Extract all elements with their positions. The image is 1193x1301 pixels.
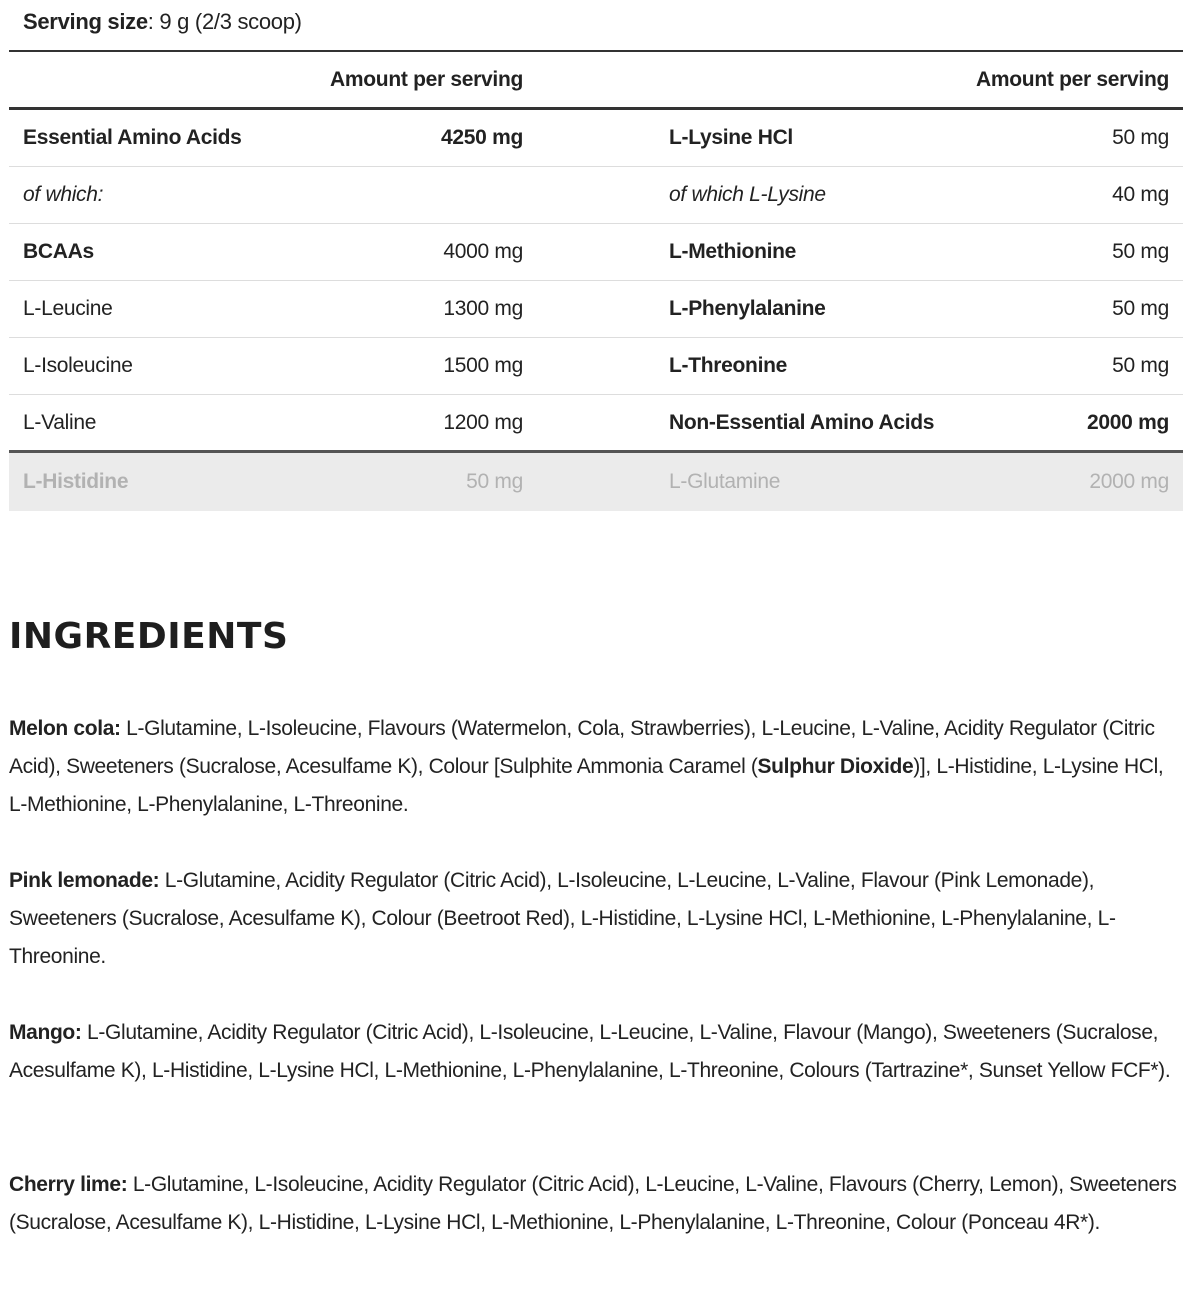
nutrient-amount: 50 mg: [1112, 354, 1169, 377]
nutrition-table: [9, 50, 1183, 511]
flavour-label: Mango:: [9, 1021, 82, 1044]
ingredient-paragraph: Mango: L-Glutamine, Acidity Regulator (Citric Acid), L-Isoleucine, L-Leucine, L-Valine, Flavour (Mango), Sweeteners (Sucralose, Acesulfame K), L-Histidine, L-Lysine HCl, L-Methionine, L-Phenylalanine, L-Threonine, Colours (Tartrazine*, Sunset Yellow FCF*).: [9, 1021, 1171, 1082]
table-row: [9, 281, 1183, 338]
nutrient-name: L-Glutamine: [669, 470, 781, 493]
nutrient-name: of which:: [23, 183, 104, 206]
serving-size-value: : 9 g (2/3 scoop): [147, 9, 302, 34]
flavour-label: Melon cola:: [9, 717, 121, 740]
nutrient-name: Essential Amino Acids: [23, 126, 242, 149]
table-row: [9, 395, 1183, 453]
nutrient-amount: 4000 mg: [443, 240, 523, 263]
flavour-label: Pink lemonade:: [9, 869, 160, 892]
nutrient-name: L-Phenylalanine: [669, 297, 826, 320]
ingredient-paragraph: Pink lemonade: L-Glutamine, Acidity Regulator (Citric Acid), L-Isoleucine, L-Leucine, L-Valine, Flavour (Pink Lemonade), Sweeteners (Sucralose, Acesulfame K), Colour (Beetroot Red), L-Histidine, L-Lysine HCl, L-Methionine, L-Phenylalanine, L-Threonine.: [9, 869, 1116, 968]
header-amount-right: Amount per serving: [976, 67, 1169, 91]
nutrient-name: BCAAs: [23, 240, 94, 263]
nutrient-amount: 1500 mg: [443, 354, 523, 377]
nutrient-amount: 40 mg: [1112, 183, 1169, 206]
table-row: [9, 224, 1183, 281]
ingredient-paragraph: Cherry lime: L-Glutamine, L-Isoleucine, Acidity Regulator (Citric Acid), L-Leucine, L-Valine, Flavours (Cherry, Lemon), Sweeteners (Sucralose, Acesulfame K), L-Histidine, L-Lysine HCl, L-Methionine, L-Phenylalanine, L-Threonine, Colour (Ponceau 4R*).: [9, 1173, 1177, 1234]
nutrient-amount: 1300 mg: [443, 297, 523, 320]
nutrient-name: L-Valine: [23, 410, 97, 434]
nutrient-name: L-Histidine: [23, 470, 129, 493]
nutrient-name: L-Isoleucine: [23, 354, 133, 377]
nutrient-name: L-Methionine: [669, 240, 797, 263]
nutrient-amount: 2000 mg: [1087, 410, 1169, 434]
nutrient-amount: 50 mg: [466, 470, 523, 493]
table-row-faded: [9, 453, 1183, 511]
nutrient-name: of which L-Lysine: [669, 183, 826, 206]
nutrient-amount: 1200 mg: [443, 410, 523, 434]
nutrient-amount: 50 mg: [1112, 297, 1169, 320]
nutrient-amount: 50 mg: [1112, 126, 1169, 149]
ingredients-heading: INGREDIENTS: [9, 616, 289, 657]
table-row: [9, 110, 1183, 167]
header-amount-left: Amount per serving: [330, 67, 523, 91]
serving-size: [23, 8, 302, 36]
table-row: [9, 338, 1183, 395]
nutrient-amount: 2000 mg: [1089, 470, 1169, 493]
ingredient-paragraph: Melon cola: L-Glutamine, L-Isoleucine, Flavours (Watermelon, Cola, Strawberries), L-Leucine, L-Valine, Acidity Regulator (Citric Acid), Sweeteners (Sucralose, Acesulfame K), Colour [Sulphite Ammonia Caramel (Sulphur Dioxide)], L-Histidine, L-Lysine HCl, L-Methionine, L-Phenylalanine, L-Threonine.: [9, 717, 1164, 816]
nutrient-amount: 50 mg: [1112, 240, 1169, 263]
nutrient-name: L-Leucine: [23, 297, 113, 320]
flavour-label: Cherry lime:: [9, 1173, 128, 1196]
nutrient-amount: 4250 mg: [441, 126, 523, 149]
nutrient-name: Non-Essential Amino Acids: [669, 410, 935, 434]
allergen-highlight: Sulphur Dioxide: [757, 755, 914, 778]
nutrient-name: L-Threonine: [669, 354, 788, 377]
serving-size-label: Serving size: [23, 9, 148, 34]
nutrient-name: L-Lysine HCl: [669, 126, 793, 149]
table-row: [9, 167, 1183, 224]
table-header-row: [9, 52, 1183, 110]
